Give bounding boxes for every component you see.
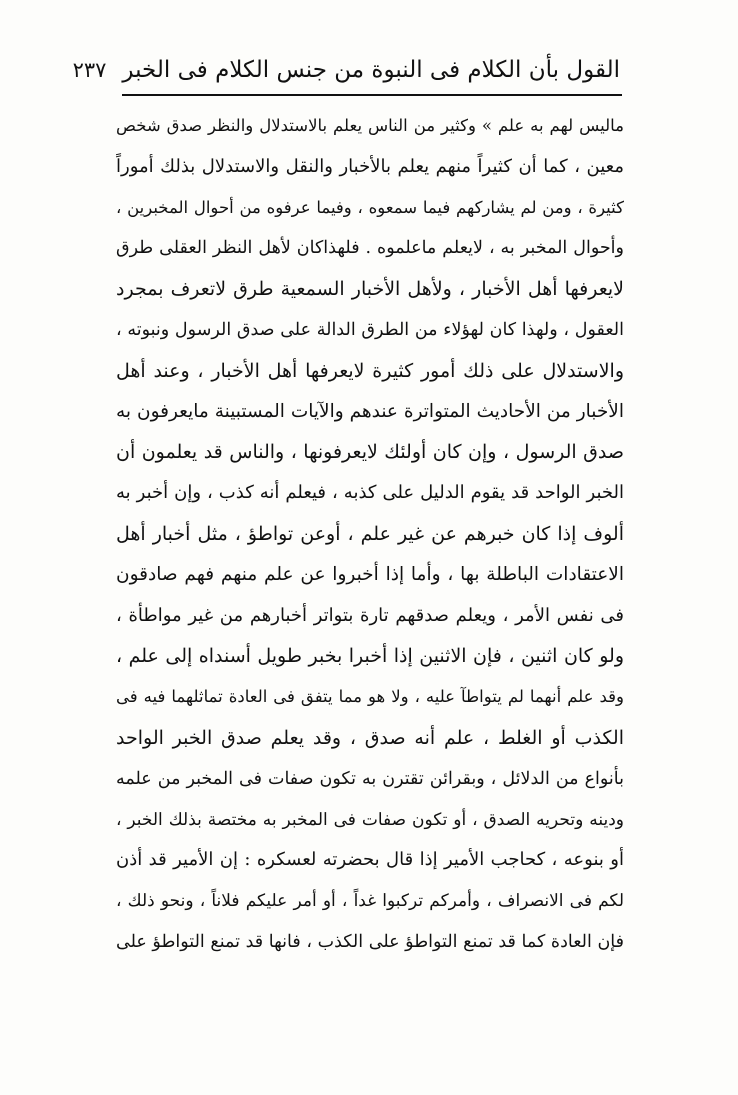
text-line: العقول ، ولهذا كان لهؤلاء من الطرق الدالة على صدق الرسول ونبوته ، [116, 319, 624, 340]
text-line: الخبر الواحد قد يقوم الدليل على كذبه ، فيعلم أنه كذب ، وإن أخبر به [116, 482, 624, 504]
page-header [72, 52, 620, 88]
text-line: لكم فى الانصراف ، وأمركم تركبوا غداً ، أو أمر عليكم فلاناً ، ونحو ذلك ، [116, 891, 624, 912]
text-line: وقد علم أنهما لم يتواطآ عليه ، ولا هو مما يتفق فى العادة تماثلهما فيه فى [116, 687, 624, 707]
text-line: كثيرة ، ومن لم يشاركهم فيما سمعوه ، وفيما عرفوه من أحوال المخبرين ، [116, 197, 624, 217]
text-line: الكذب أو الغلط ، علم أنه صدق ، وقد يعلم صدق الخبر الواحد [116, 726, 624, 749]
text-line: أو بنوعه ، كحاجب الأمير إذا قال بحضرته لعسكره : إن الأمير قد أذن [116, 849, 624, 871]
text-line: بأنواع من الدلائل ، وبقرائن تقترن به تكون صفات فى المخبر من علمه [116, 768, 624, 789]
text-line: ماليس لهم به علم » وكثير من الناس يعلم بالاستدلال والنظر صدق شخص [116, 116, 624, 135]
text-line: فإن العادة كما قد تمنع التواطؤ على الكذب ، فانها قد تمنع التواطؤ على [116, 931, 624, 952]
body-text [116, 106, 624, 963]
text-line: ولو كان اثنين ، فإن الاثنين إذا أخبرا بخبر طويل أسنداه إلى علم ، [116, 645, 624, 668]
text-line: والاستدلال على ذلك أمور كثيرة لايعرفها أهل الأخبار ، وعند أهل [116, 359, 624, 382]
text-line: الأخبار من الأحاديث المتواترة عندهم والآيات المستبينة مايعرفون به [116, 400, 624, 422]
text-line: لايعرفها أهل الأخبار ، ولأهل الأخبار السمعية طرق لاتعرف بمجرد [116, 278, 624, 301]
text-line: ألوف إذا كان خبرهم عن غير علم ، أوعن تواطؤ ، مثل أخبار أهل [116, 522, 624, 545]
text-line: معين ، كما أن كثيراً منهم يعلم بالأخبار والنقل والاستدلال بذلك أموراً [116, 155, 624, 177]
text-line: فى نفس الأمر ، ويعلم صدقهم تارة بتواتر أخبارهم من غير مواطأة ، [116, 604, 624, 626]
header-rule [122, 94, 622, 96]
text-line: الاعتقادات الباطلة بها ، وأما إذا أخبروا عن علم منهم فهم صادقون [116, 563, 624, 585]
running-title: القول بأن الكلام فى النبوة من جنس الكلام فى الخبر [122, 57, 620, 83]
text-line: ودينه وتحريه الصدق ، أو تكون صفات فى المخبر به مختصة بذلك الخبر ، [116, 809, 624, 830]
page-number: ٢٣٧ [72, 58, 107, 82]
text-line: وأحوال المخبر به ، لايعلم ماعلموه . فلهذاكان لأهل النظر العقلى طرق [116, 238, 624, 259]
text-line: صدق الرسول ، وإن كان أولئك لايعرفونها ، والناس قد يعلمون أن [116, 441, 624, 464]
